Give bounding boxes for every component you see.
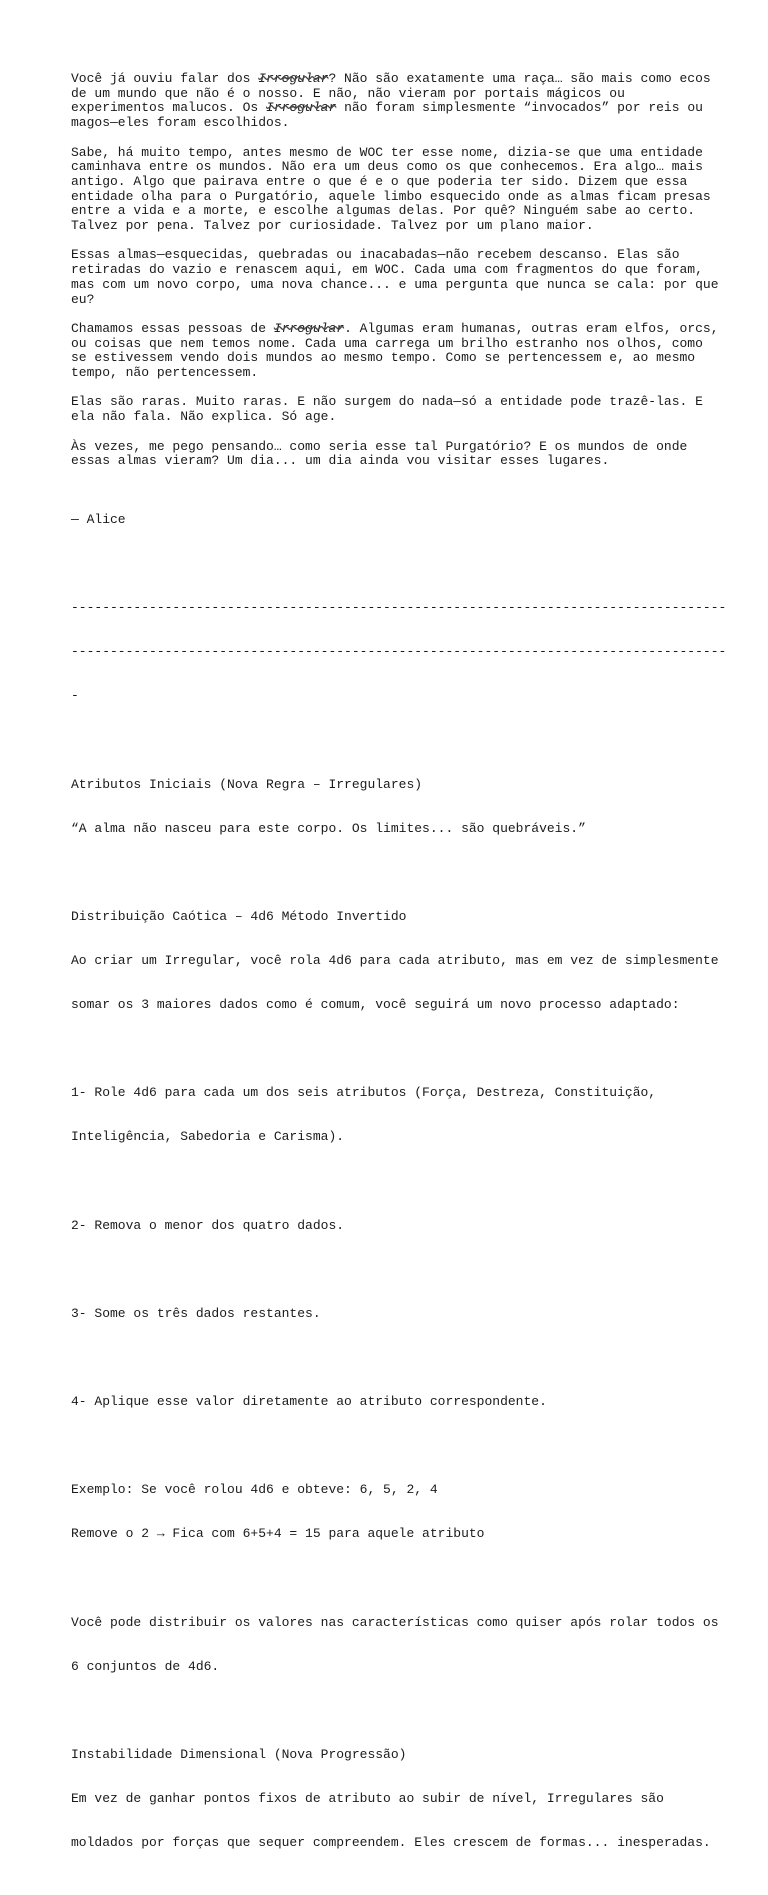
example-line-1: Exemplo: Se você rolou 4d6 e obteve: 6, 5, 2, 4	[71, 1482, 438, 1498]
text-line: se estivessem vendo dois mundos ao mesmo tempo. Como se pertencessem e, ao mesmo	[71, 350, 696, 366]
method-intro-line-2: somar os 3 maiores dados como é comum, você seguirá um novo processo adaptado:	[71, 997, 680, 1013]
document-page	[71, 71, 727, 1895]
text-line: Às vezes, me pego pensando… como seria esse tal Purgatório? E os mundos de onde	[71, 438, 688, 454]
lore-paragraph-5	[71, 395, 701, 424]
lore-paragraph-1	[71, 71, 711, 131]
signature-text: — Alice	[71, 512, 126, 527]
text-line: Essas almas—esquecidas, quebradas ou inacabadas—não recebem descanso. Elas são	[71, 247, 680, 263]
instability-block	[71, 1719, 711, 1881]
text-line: entre a vida e a morte, e escolhe algumas delas. Por quê? Ninguém sabe ao certo.	[71, 203, 696, 219]
instability-line-2: moldados por forças que sequer compreendem. Eles crescem de formas... inesperadas.	[71, 1835, 711, 1851]
example-line-2: Remove o 2 → Fica com 6+5+4 = 15 para aquele atributo	[71, 1526, 485, 1542]
section-divider	[71, 572, 727, 734]
signature	[71, 484, 701, 558]
instability-title: Instabilidade Dimensional (Nova Progressão)	[71, 1746, 407, 1762]
text-line: magos—eles foram escolhidos.	[71, 115, 290, 131]
text-line: de um mundo que não é o nosso. E não, não vieram por portais mágicos ou	[71, 85, 625, 101]
lore-paragraph-4	[71, 320, 719, 381]
divider-line-1: ------------------------------------------------------------------------------------	[71, 600, 727, 616]
lore-paragraph-3	[71, 247, 719, 307]
text-line: caminhava entre os mundos. Não era um deus como os que conhecemos. Era algo… mais	[71, 159, 703, 175]
text-line: Você já ouviu falar dos Irregular? Não são exatamente uma raça… são mais como ecos	[71, 71, 711, 86]
text-line: retiradas do vazio e renascem aqui, em WOC. Cada uma com fragmentos do que foram,	[71, 262, 703, 278]
text-line: essas almas vieram? Um dia... um dia ainda vou visitar esses lugares.	[71, 453, 610, 469]
step-3	[71, 1277, 701, 1351]
step-2-text: 2- Remova o menor dos quatro dados.	[71, 1217, 345, 1233]
step-1	[71, 1057, 701, 1175]
rules-heading-block	[71, 748, 701, 866]
text-line: ou coisas que nem temos nome. Cada uma carrega um brilho estranho nos olhos, como	[71, 335, 703, 351]
text-line: antigo. Algo que pairava entre o que é e o que poderia ter sido. Dizem que essa	[71, 173, 688, 189]
step-3-text: 3- Some os três dados restantes.	[71, 1305, 321, 1321]
step-4	[71, 1366, 701, 1440]
divider-line-3: -	[71, 688, 79, 704]
method-title: Distribuição Caótica – 4d6 Método Invertido	[71, 908, 407, 924]
rules-title: Atributos Iniciais (Nova Regra – Irregulares)	[71, 776, 423, 792]
text-line: experimentos malucos. Os Irregular não foram simplesmente “invocados” por reis ou	[71, 100, 703, 116]
step-1-line-2: Inteligência, Sabedoria e Carisma).	[71, 1129, 345, 1145]
scribbled-word: Irregular	[266, 100, 337, 116]
text-line: entidade olha para o Purgatório, aquele limbo esquecido onde as almas ficam presas	[71, 188, 711, 204]
text-line: tempo, não pertencessem.	[71, 365, 259, 381]
text-line: Sabe, há muito tempo, antes mesmo de WOC ter esse nome, dizia-se que uma entidade	[71, 144, 703, 160]
divider-line-2: ------------------------------------------------------------------------------------	[71, 644, 727, 660]
rules-quote: “A alma não nasceu para este corpo. Os limites... são quebráveis.”	[71, 820, 586, 836]
distribute-line-1: Você pode distribuir os valores nas características como quiser após rolar todos os	[71, 1614, 719, 1630]
text-line: eu?	[71, 291, 95, 307]
text-line: Talvez por pena. Talvez por curiosidade. Talvez por um plano maior.	[71, 218, 594, 234]
lore-paragraph-2	[71, 144, 711, 234]
text-line: ela não fala. Não explica. Só age.	[71, 409, 337, 425]
method-intro-line-1: Ao criar um Irregular, você rola 4d6 para cada atributo, mas em vez de simplesmente	[71, 953, 719, 969]
step-4-text: 4- Aplique esse valor diretamente ao atributo correspondente.	[71, 1394, 547, 1410]
step-2	[71, 1189, 701, 1263]
method-block	[71, 881, 719, 1043]
scribbled-word: Irregular	[258, 71, 329, 86]
text-line: Elas são raras. Muito raras. E não surgem do nada—só a entidade pode trazê-las. E	[71, 394, 703, 410]
lore-paragraph-6	[71, 440, 701, 469]
text-line: Chamamos essas pessoas de Irregular. Algumas eram humanas, outras eram elfos, orcs,	[71, 320, 719, 336]
example-block	[71, 1454, 701, 1572]
instability-line-1: Em vez de ganhar pontos fixos de atributo ao subir de nível, Irregulares são	[71, 1791, 664, 1807]
distribute-block	[71, 1586, 719, 1704]
text-line: mas com um novo corpo, uma nova chance... e uma pergunta que nunca se cala: por que	[71, 276, 719, 292]
scribbled-word: Irregular	[273, 320, 345, 336]
distribute-line-2: 6 conjuntos de 4d6.	[71, 1658, 220, 1674]
step-1-line-1: 1- Role 4d6 para cada um dos seis atributos (Força, Destreza, Constituição,	[71, 1085, 657, 1101]
